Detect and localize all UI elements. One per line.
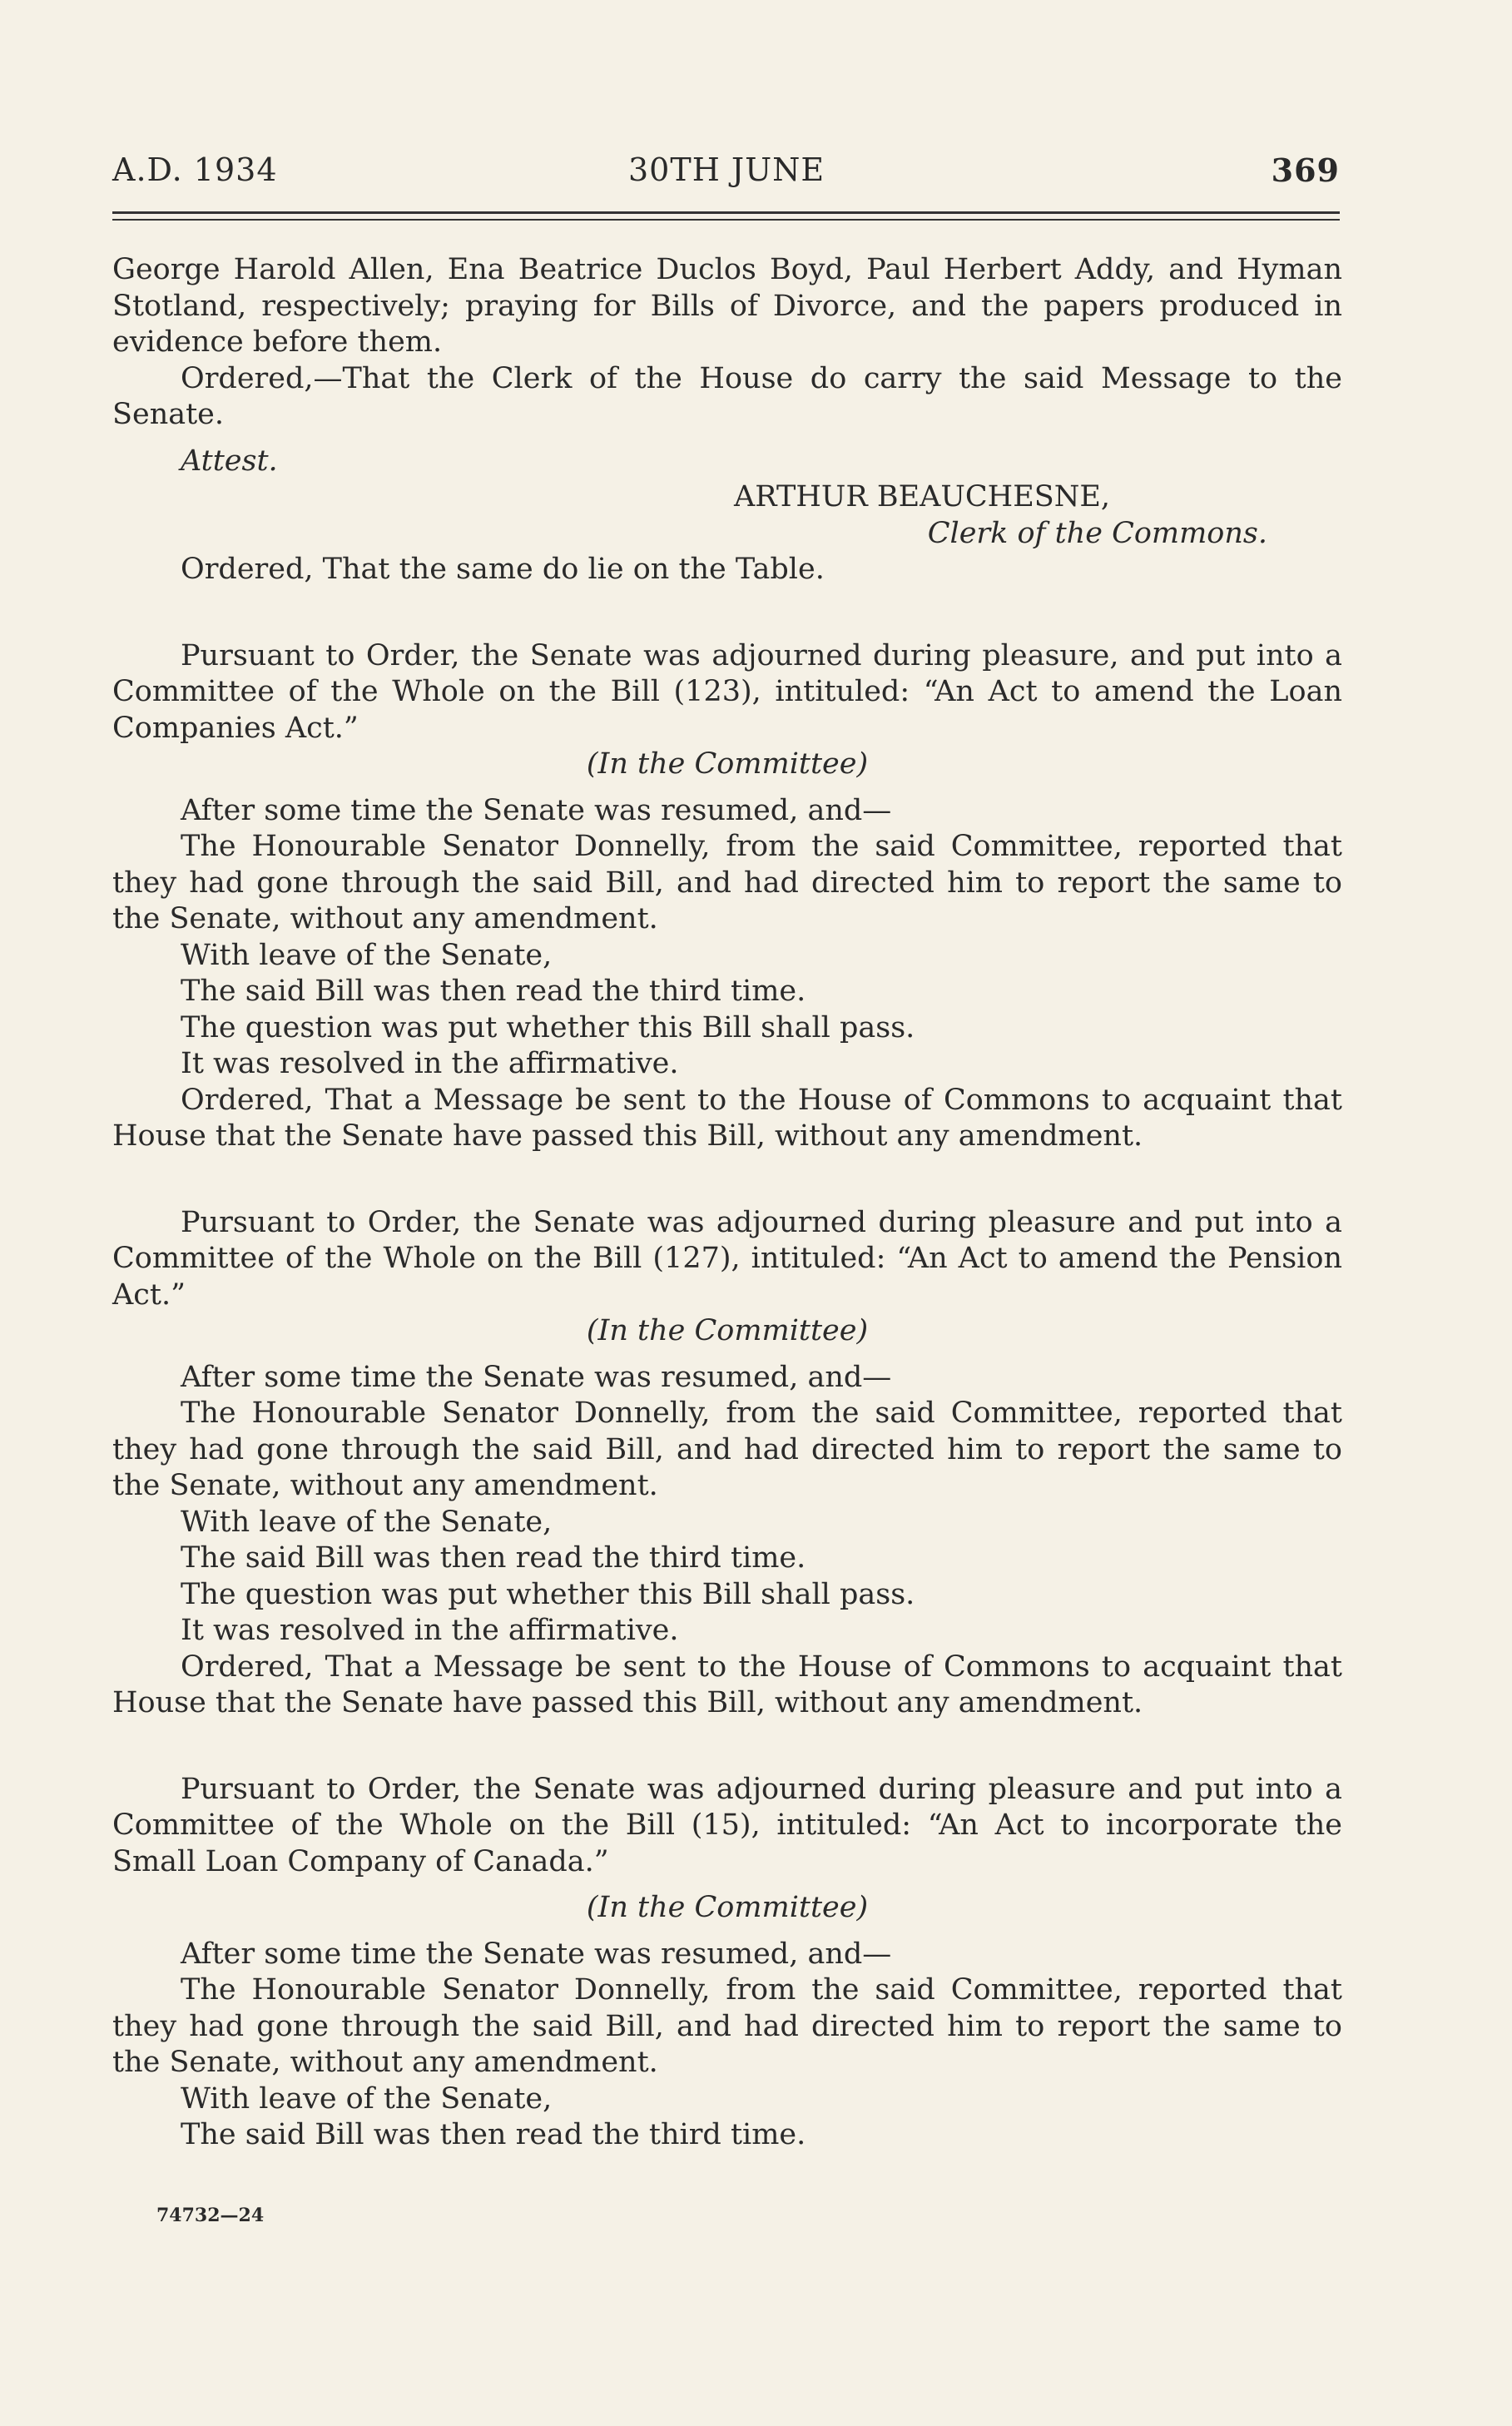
section-2-line: Ordered, That a Message be sent to the House of Commons to acquaint that House that the Senate have passed this Bill, without any amendment. bbox=[112, 1650, 1342, 1719]
section-2-line: The question was put whether this Bill shall pass. bbox=[181, 1577, 915, 1611]
section-1-intro: Pursuant to Order, the Senate was adjourned during pleasure, and put into a Committee of the Whole on the Bill (123), intituled: “An Act to amend the Loan Companies Act.” bbox=[112, 638, 1342, 745]
section-2-line: It was resolved in the affirmative. bbox=[181, 1614, 679, 1647]
section-1-line: With leave of the Senate, bbox=[181, 938, 553, 972]
header-rule-top bbox=[112, 211, 1340, 214]
page-number: 369 bbox=[1271, 151, 1340, 189]
section-1-committee-heading: (In the Committee) bbox=[586, 747, 869, 781]
header-year: A.D. 1934 bbox=[112, 151, 278, 188]
section-1-line: It was resolved in the affirmative. bbox=[181, 1047, 679, 1080]
section-2-line: The said Bill was then read the third time. bbox=[181, 1541, 806, 1575]
header-rule-bottom bbox=[112, 219, 1340, 221]
header-date: 30TH JUNE bbox=[628, 151, 825, 188]
section-1-line: After some time the Senate was resumed, and— bbox=[181, 793, 892, 827]
section-2-committee-heading: (In the Committee) bbox=[586, 1314, 869, 1347]
section-3-line: With leave of the Senate, bbox=[181, 2081, 553, 2116]
section-1-line: Ordered, That a Message be sent to the House of Commons to acquaint that House that the Senate have passed this Bill, without any amendment. bbox=[112, 1083, 1342, 1153]
section-3-line: After some time the Senate was resumed, and— bbox=[181, 1937, 892, 1971]
section-3-line: The Honourable Senator Donnelly, from the said Committee, reported that they had gone through the said Bill, and had directed him to report the same to the Senate, without any amendment. bbox=[112, 1973, 1342, 2079]
paragraph-lie-on-table: Ordered, That the same do lie on the Table. bbox=[181, 553, 825, 586]
section-1-line: The said Bill was then read the third time. bbox=[181, 975, 806, 1008]
section-3-line: The said Bill was then read the third time. bbox=[181, 2118, 806, 2151]
section-2-intro: Pursuant to Order, the Senate was adjourned during pleasure and put into a Committee of the Whole on the Bill (127), intituled: “An Act to amend the Pension Act.” bbox=[112, 1205, 1342, 1312]
attest-label: Attest. bbox=[181, 444, 278, 478]
printer-code: 74732—24 bbox=[156, 2205, 265, 2226]
section-3-committee-heading: (In the Committee) bbox=[586, 1891, 869, 1924]
section-2-line: After some time the Senate was resumed, and— bbox=[181, 1360, 892, 1394]
running-header bbox=[112, 151, 1340, 190]
signatory-title: Clerk of the Commons. bbox=[927, 516, 1267, 550]
paragraph-petitioners: George Harold Allen, Ena Beatrice Duclos Boyd, Paul Herbert Addy, and Hyman Stotland, respectively; praying for Bills of Divorce, and the papers produced in evidence before them. bbox=[112, 253, 1342, 359]
page-body bbox=[112, 252, 1342, 2154]
section-1-line: The Honourable Senator Donnelly, from the said Committee, reported that they had gone through the said Bill, and had directed him to report the same to the Senate, without any amendment. bbox=[112, 830, 1342, 935]
section-1-line: The question was put whether this Bill shall pass. bbox=[181, 1010, 915, 1044]
section-3-intro: Pursuant to Order, the Senate was adjourned during pleasure and put into a Committee of the Whole on the Bill (15), intituled: “An Act to incorporate the Small Loan Company of Canada.” bbox=[112, 1772, 1342, 1878]
signatory-name: ARTHUR BEAUCHESNE, bbox=[734, 480, 1111, 513]
section-2-line: The Honourable Senator Donnelly, from the said Committee, reported that they had gone through the said Bill, and had directed him to report the same to the Senate, without any amendment. bbox=[112, 1397, 1342, 1502]
paragraph-order-clerk: Ordered,—That the Clerk of the House do carry the said Message to the Senate. bbox=[112, 361, 1342, 431]
section-2-line: With leave of the Senate, bbox=[181, 1505, 553, 1539]
